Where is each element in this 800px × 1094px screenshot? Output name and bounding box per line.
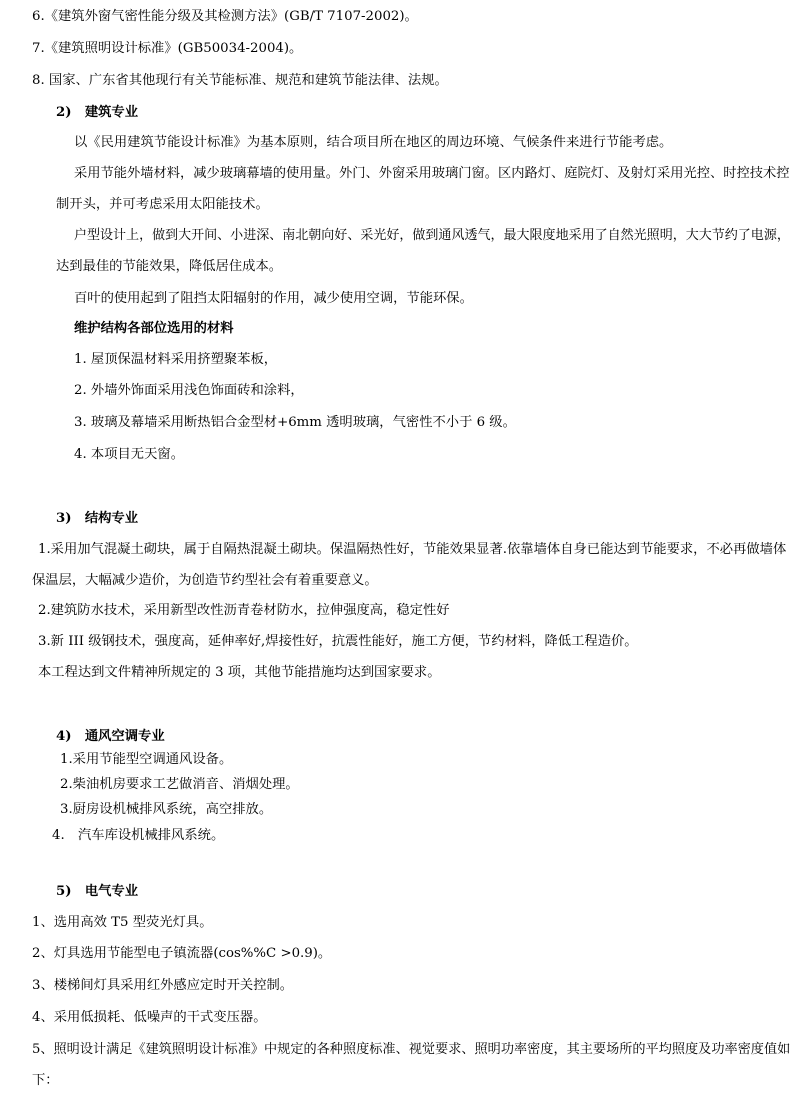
- hvac-item: 2.柴油机房要求工艺做消音、消烟处理。: [60, 777, 299, 792]
- electrical-item-5-line-2: 下：: [32, 1073, 59, 1088]
- standard-item-6: 6.《建筑外窗气密性能分级及其检测方法》(GB/T 7107-2002)。: [32, 9, 418, 24]
- architecture-paragraph-3-line-2: 达到最佳的节能效果，降低居住成本。: [56, 259, 283, 274]
- hvac-item: 1.采用节能型空调通风设备。: [60, 752, 233, 767]
- structure-item-1-line-2: 保温层，大幅减少造价，为创造节约型社会有着重要意义。: [32, 573, 378, 588]
- hvac-heading: 4) 通风空调专业: [56, 729, 165, 744]
- materials-item: 1. 屋顶保温材料采用挤塑聚苯板，: [74, 352, 278, 367]
- structure-item-3: 3.新 III 级钢技术，强度高，延伸率好,焊接性好，抗震性能好，施工方便，节约材料，降低工程造价。: [38, 634, 638, 649]
- materials-item: 2. 外墙外饰面采用浅色饰面砖和涂料，: [74, 383, 304, 398]
- materials-item: 3. 玻璃及幕墙采用断热铝合金型材+6mm 透明玻璃，气密性不小于 6 级。: [74, 415, 516, 430]
- standard-item-8: 8. 国家、广东省其他现行有关节能标准、规范和建筑节能法律、法规。: [32, 73, 448, 88]
- electrical-item-2: 2、灯具选用节能型电子镇流器(cos%%C >0.9)。: [32, 946, 332, 961]
- architecture-paragraph-2-line-2: 制开头，并可考虑采用太阳能技术。: [56, 197, 269, 212]
- materials-item: 4. 本项目无天窗。: [74, 447, 184, 462]
- structure-item-2: 2.建筑防水技术，采用新型改性沥青卷材防水，拉伸强度高，稳定性好: [38, 603, 450, 618]
- structure-summary: 本工程达到文件精神所规定的 3 项，其他节能措施均达到国家要求。: [38, 665, 441, 680]
- hvac-item: 4. 汽车库设机械排风系统。: [52, 828, 225, 843]
- architecture-paragraph-1: 以《民用建筑节能设计标准》为基本原则，结合项目所在地区的周边环境、气候条件来进行节能考虑。: [74, 135, 673, 150]
- materials-heading: 维护结构各部位选用的材料: [74, 321, 234, 336]
- structure-item-1-line-1: 1.采用加气混凝土砌块，属于自隔热混凝土砌块。保温隔热性好，节能效果显著.依靠墙体自身已能达到节能要求，不必再做墙体: [38, 542, 787, 557]
- electrical-item-3: 3、楼梯间灯具采用红外感应定时开关控制。: [32, 978, 294, 993]
- architecture-paragraph-3-line-1: 户型设计上，做到大开间、小进深、南北朝向好、采光好，做到通风透气，最大限度地采用了自然光照明，大大节约了电源，: [74, 228, 790, 243]
- hvac-item: 3.厨房设机械排风系统，高空排放。: [60, 802, 273, 817]
- electrical-heading: 5) 电气专业: [56, 884, 139, 899]
- electrical-item-5-line-1: 5、照明设计满足《建筑照明设计标准》中规定的各种照度标准、视觉要求、照明功率密度，其主要场所的平均照度及功率密度值如: [32, 1042, 791, 1057]
- architecture-paragraph-4: 百叶的使用起到了阻挡太阳辐射的作用，减少使用空调，节能环保。: [74, 291, 473, 306]
- standard-item-7: 7.《建筑照明设计标准》(GB50034-2004)。: [32, 41, 303, 56]
- architecture-paragraph-2-line-1: 采用节能外墙材料，减少玻璃幕墙的使用量。外门、外窗采用玻璃门窗。区内路灯、庭院灯、及射灯采用光控、时控技术控: [74, 166, 790, 181]
- structure-heading: 3) 结构专业: [56, 511, 139, 526]
- architecture-heading: 2) 建筑专业: [56, 105, 139, 120]
- electrical-item-4: 4、采用低损耗、低噪声的干式变压器。: [32, 1010, 267, 1025]
- electrical-item-1: 1、选用高效 T5 型荧光灯具。: [32, 915, 213, 930]
